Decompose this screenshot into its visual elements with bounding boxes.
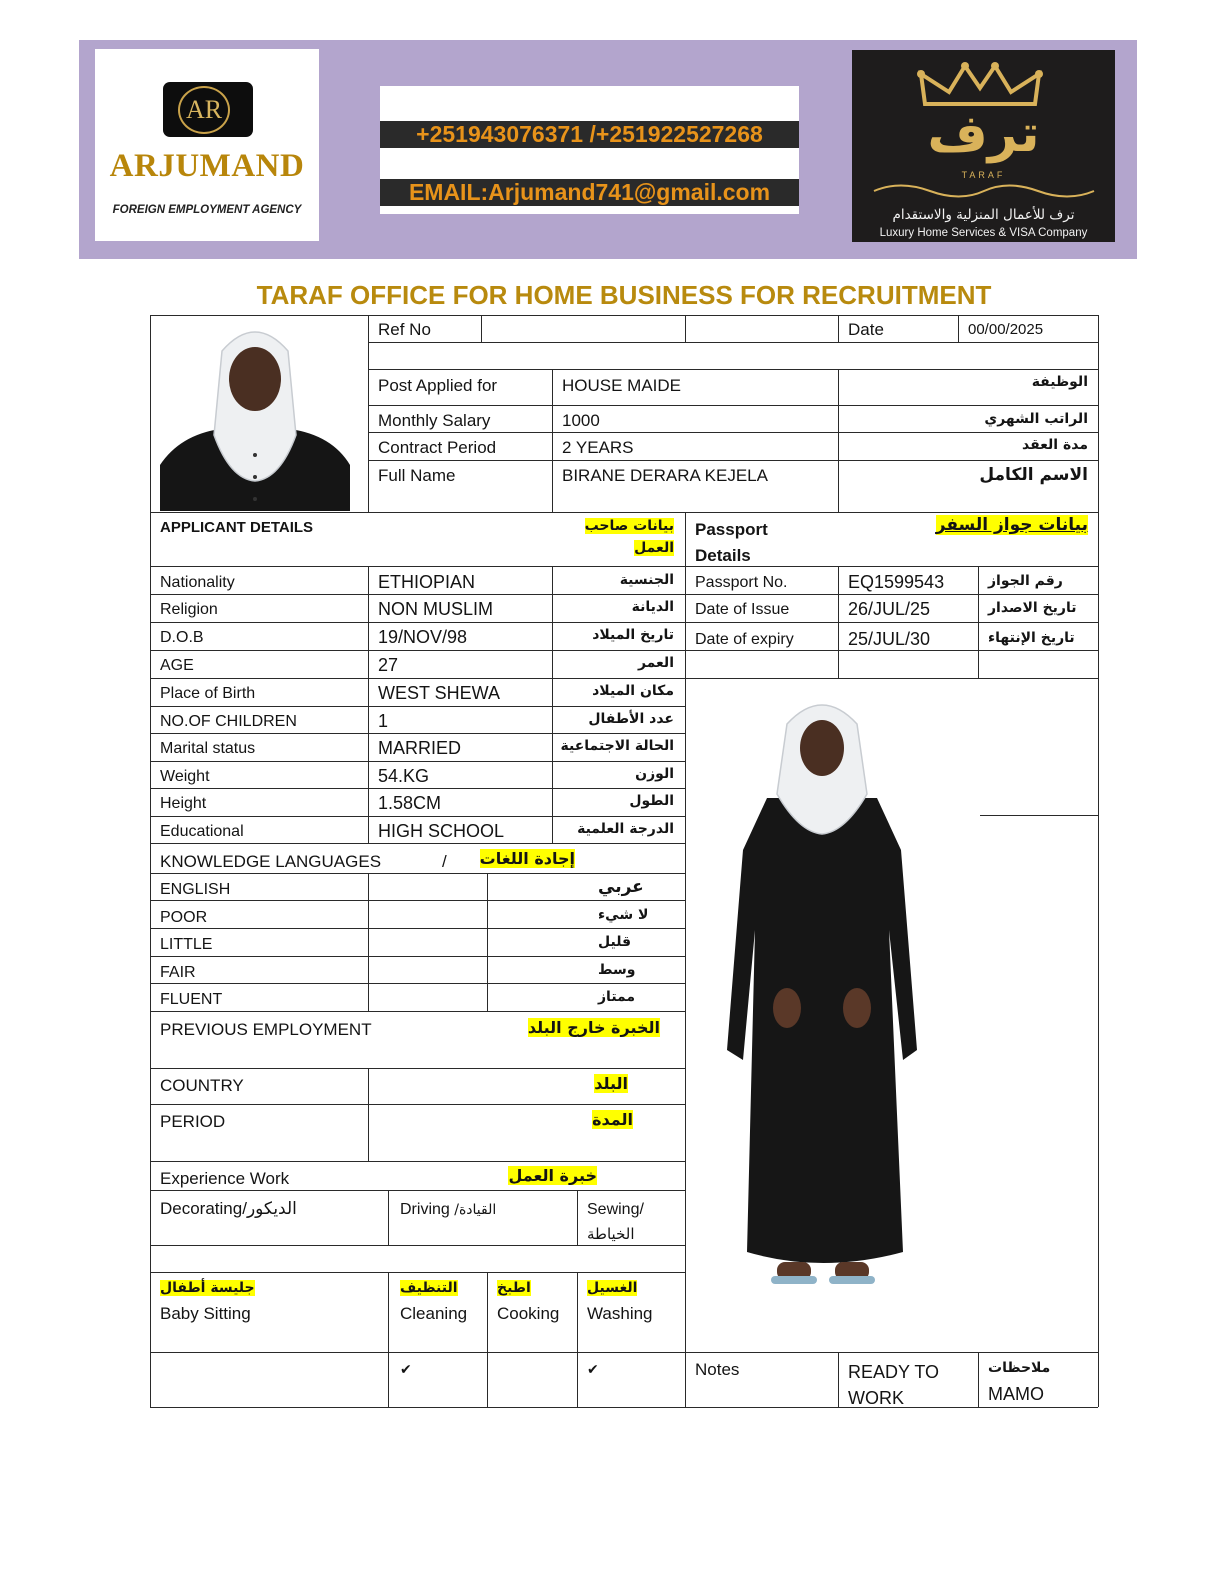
notes-value	[838, 1356, 939, 1411]
partner-name-en: Luxury Home Services & VISA Company	[879, 227, 1088, 239]
passport-value: 25/JUL/30	[848, 629, 931, 649]
date-label: Date	[848, 320, 884, 339]
driving-text: Driving	[400, 1201, 450, 1218]
passport-label-ar: تاريخ الاصدار	[988, 600, 1077, 616]
baby-sitting-ar: جليسة أطفال	[160, 1280, 255, 1296]
previous-heading-ar	[490, 1014, 670, 1038]
passport-heading-line1: Passport	[695, 520, 768, 539]
applicant-label-ar: الجنسية	[619, 572, 674, 588]
country-label-ar	[578, 1070, 638, 1094]
period-label-ar-text: المدة	[592, 1110, 633, 1129]
passport-value: 26/JUL/25	[848, 599, 931, 619]
cleaning-skill	[390, 1273, 467, 1326]
passport-label: Passport No.	[695, 574, 788, 591]
passport-label: Date of expiry	[695, 631, 794, 648]
ref-label: Ref No	[378, 320, 431, 339]
portrait-photo	[160, 317, 350, 511]
salary-label: Monthly Salary	[378, 411, 491, 430]
applicant-value: 19/NOV/98	[378, 627, 468, 647]
phone-numbers: +251943076371 /+251922527268	[380, 121, 799, 148]
crown-icon	[915, 60, 1045, 108]
washing-ar: الغسيل	[587, 1280, 638, 1296]
applicant-label-ar: مكان الميلاد	[592, 683, 674, 699]
country-label: COUNTRY	[160, 1076, 244, 1095]
notes-extra	[978, 1352, 1050, 1407]
full-body-photo	[717, 690, 927, 1312]
language-label-ar: وسط	[598, 962, 636, 978]
applicant-value: 1	[378, 711, 389, 731]
applicant-value: ETHIOPIAN	[378, 572, 476, 592]
grid-line	[481, 315, 482, 342]
language-label: LITTLE	[160, 936, 213, 953]
decorating-label: Decorating/الديكور	[160, 1199, 297, 1218]
applicant-label: Height	[160, 795, 207, 812]
name-value: BIRANE DERARA KEJELA	[562, 466, 768, 485]
baby-sitting-skill	[150, 1273, 255, 1326]
period-label: PERIOD	[160, 1112, 226, 1131]
applicant-label: D.O.B	[160, 629, 204, 646]
country-label-ar-text: البلد	[594, 1074, 628, 1093]
email-address: EMAIL:Arjumand741@gmail.com	[380, 179, 799, 206]
grid-line	[150, 1104, 685, 1105]
applicant-heading-ar-text: بيانات صاحب العمل	[584, 518, 674, 556]
language-label: POOR	[160, 909, 208, 926]
grid-line	[150, 843, 685, 844]
applicant-label-ar: عدد الأطفال	[588, 711, 674, 727]
period-label-ar	[578, 1106, 643, 1130]
agency-subtitle: FOREIGN EMPLOYMENT AGENCY	[112, 204, 302, 216]
passport-heading-ar	[900, 512, 1098, 536]
cooking-skill	[487, 1273, 559, 1326]
ref-value	[481, 316, 491, 319]
applicant-label: AGE	[160, 657, 194, 674]
applicant-label-ar: تاريخ الميلاد	[592, 627, 674, 643]
post-label-ar: الوظيفة	[1031, 374, 1088, 390]
language-label: FLUENT	[160, 991, 223, 1008]
washing-label: Washing	[587, 1304, 653, 1323]
post-value: HOUSE MAIDE	[562, 376, 682, 395]
cleaning-check-icon: ✔	[400, 1361, 412, 1377]
grid-line	[368, 460, 1098, 461]
language-label-ar: عربي	[598, 877, 644, 897]
applicant-label-ar: الوزن	[635, 766, 674, 782]
language-label: ENGLISH	[160, 881, 231, 898]
contract-value: 2 YEARS	[562, 438, 634, 457]
grid-line	[150, 315, 1098, 316]
salary-label-ar: الراتب الشهري	[984, 411, 1088, 427]
washing-skill	[577, 1273, 653, 1326]
grid-line	[368, 873, 369, 1011]
name-label-ar: الاسم الكامل	[979, 465, 1088, 485]
passport-heading	[685, 514, 768, 569]
applicant-label-ar: الحالة الاجتماعية	[560, 738, 674, 754]
grid-line	[150, 900, 685, 901]
applicant-label: NO.OF CHILDREN	[160, 713, 297, 730]
salary-value: 1000	[562, 411, 600, 430]
cleaning-ar: التنظيف	[400, 1280, 458, 1296]
notes-label: Notes	[695, 1360, 740, 1379]
passport-heading-ar-text: بيانات جواز السفر	[935, 515, 1088, 535]
contact-box	[380, 86, 799, 214]
applicant-value: HIGH SCHOOL	[378, 821, 505, 841]
ornament-icon	[870, 182, 1098, 200]
notes-mamo: MAMO	[988, 1384, 1044, 1404]
applicant-label-ar: الدرجة العلمية	[577, 821, 674, 837]
applicant-label-ar: العمر	[637, 655, 674, 671]
taraf-mark: ترف	[927, 104, 1040, 164]
previous-heading: PREVIOUS EMPLOYMENT	[160, 1020, 372, 1039]
sewing-label	[577, 1195, 644, 1246]
applicant-label-ar: الديانة	[631, 599, 674, 615]
applicant-heading-ar	[582, 512, 684, 559]
arjumand-monogram: AR	[178, 86, 230, 134]
experience-heading: Experience Work	[160, 1169, 290, 1188]
applicant-label: Place of Birth	[160, 685, 256, 702]
applicant-value: 1.58CM	[378, 793, 442, 813]
grid-line	[150, 1011, 685, 1012]
contract-label-ar: مدة العقد	[1021, 437, 1088, 453]
contract-label: Contract Period	[378, 438, 497, 457]
languages-heading: KNOWLEDGE LANGUAGES	[160, 852, 382, 871]
grid-line	[150, 1407, 1098, 1408]
driving-label	[390, 1196, 496, 1221]
applicant-label: Nationality	[160, 574, 235, 591]
post-label: Post Applied for	[378, 376, 498, 395]
applicant-label: Religion	[160, 601, 218, 618]
applicant-label-ar: الطول	[629, 793, 674, 809]
passport-label-ar: تاريخ الإنتهاء	[988, 630, 1075, 646]
sewing-text: Sewing/	[587, 1201, 644, 1218]
partner-name-ar: ترف للأعمال المنزلية والاستقدام	[892, 207, 1075, 223]
languages-slash: /	[442, 852, 447, 871]
passport-label-ar: رقم الجواز	[988, 573, 1063, 589]
passport-heading-line2: Details	[695, 546, 751, 565]
grid-line	[150, 1068, 685, 1069]
language-label-ar: ممتاز	[598, 989, 636, 1005]
languages-heading-ar-text: إجادة اللغات	[479, 849, 575, 868]
page-title: TARAF OFFICE FOR HOME BUSINESS FOR RECRUITMENT	[256, 280, 992, 310]
language-label-ar: قليل	[598, 934, 632, 950]
baby-sitting-label: Baby Sitting	[160, 1304, 251, 1323]
language-label-ar: لا شيء	[598, 907, 649, 923]
driving-text-ar: /القيادة	[454, 1202, 497, 1218]
cooking-ar: اطبخ	[497, 1280, 531, 1296]
previous-heading-ar-text: الخبرة خارج البلد	[527, 1018, 660, 1037]
grid-line	[487, 873, 488, 1011]
grid-line	[368, 342, 1098, 343]
grid-line	[388, 1190, 389, 1245]
passport-label: Date of Issue	[695, 601, 790, 618]
grid-line	[980, 815, 1098, 816]
applicant-value: NON MUSLIM	[378, 599, 494, 619]
notes-value-line2: WORK	[848, 1388, 904, 1408]
applicant-label: Marital status	[160, 740, 256, 757]
passport-value: EQ1599543	[848, 572, 945, 592]
sewing-text-ar: الخياطة	[587, 1225, 635, 1243]
applicant-value: MARRIED	[378, 738, 462, 758]
applicant-label: Educational	[160, 823, 244, 840]
grid-line	[368, 1068, 369, 1161]
grid-line	[150, 1190, 685, 1191]
language-label: FAIR	[160, 964, 196, 981]
applicant-value: 27	[378, 655, 399, 675]
notes-label-ar: ملاحظات	[988, 1360, 1051, 1376]
grid-line	[685, 315, 686, 342]
applicant-label: Weight	[160, 768, 210, 785]
applicant-value: WEST SHEWA	[378, 683, 501, 703]
notes-value-line1: READY TO	[848, 1362, 940, 1382]
taraf-word: TARAF	[961, 170, 1006, 180]
cleaning-label: Cleaning	[400, 1304, 468, 1323]
grid-line	[150, 1352, 1098, 1353]
cooking-label: Cooking	[497, 1304, 560, 1323]
name-label: Full Name	[378, 466, 456, 485]
experience-heading-ar	[495, 1162, 607, 1186]
languages-heading-ar	[470, 845, 585, 869]
grid-line	[1098, 315, 1099, 1407]
applicant-heading: APPLICANT DETAILS	[160, 519, 314, 536]
washing-check-icon: ✔	[587, 1361, 599, 1377]
date-value: 00/00/2025	[968, 321, 1044, 338]
grid-line	[388, 1272, 389, 1407]
experience-heading-ar-text: خبرة العمل	[508, 1166, 597, 1185]
applicant-value: 54.KG	[378, 766, 430, 786]
agency-name: ARJUMAND	[109, 148, 305, 184]
